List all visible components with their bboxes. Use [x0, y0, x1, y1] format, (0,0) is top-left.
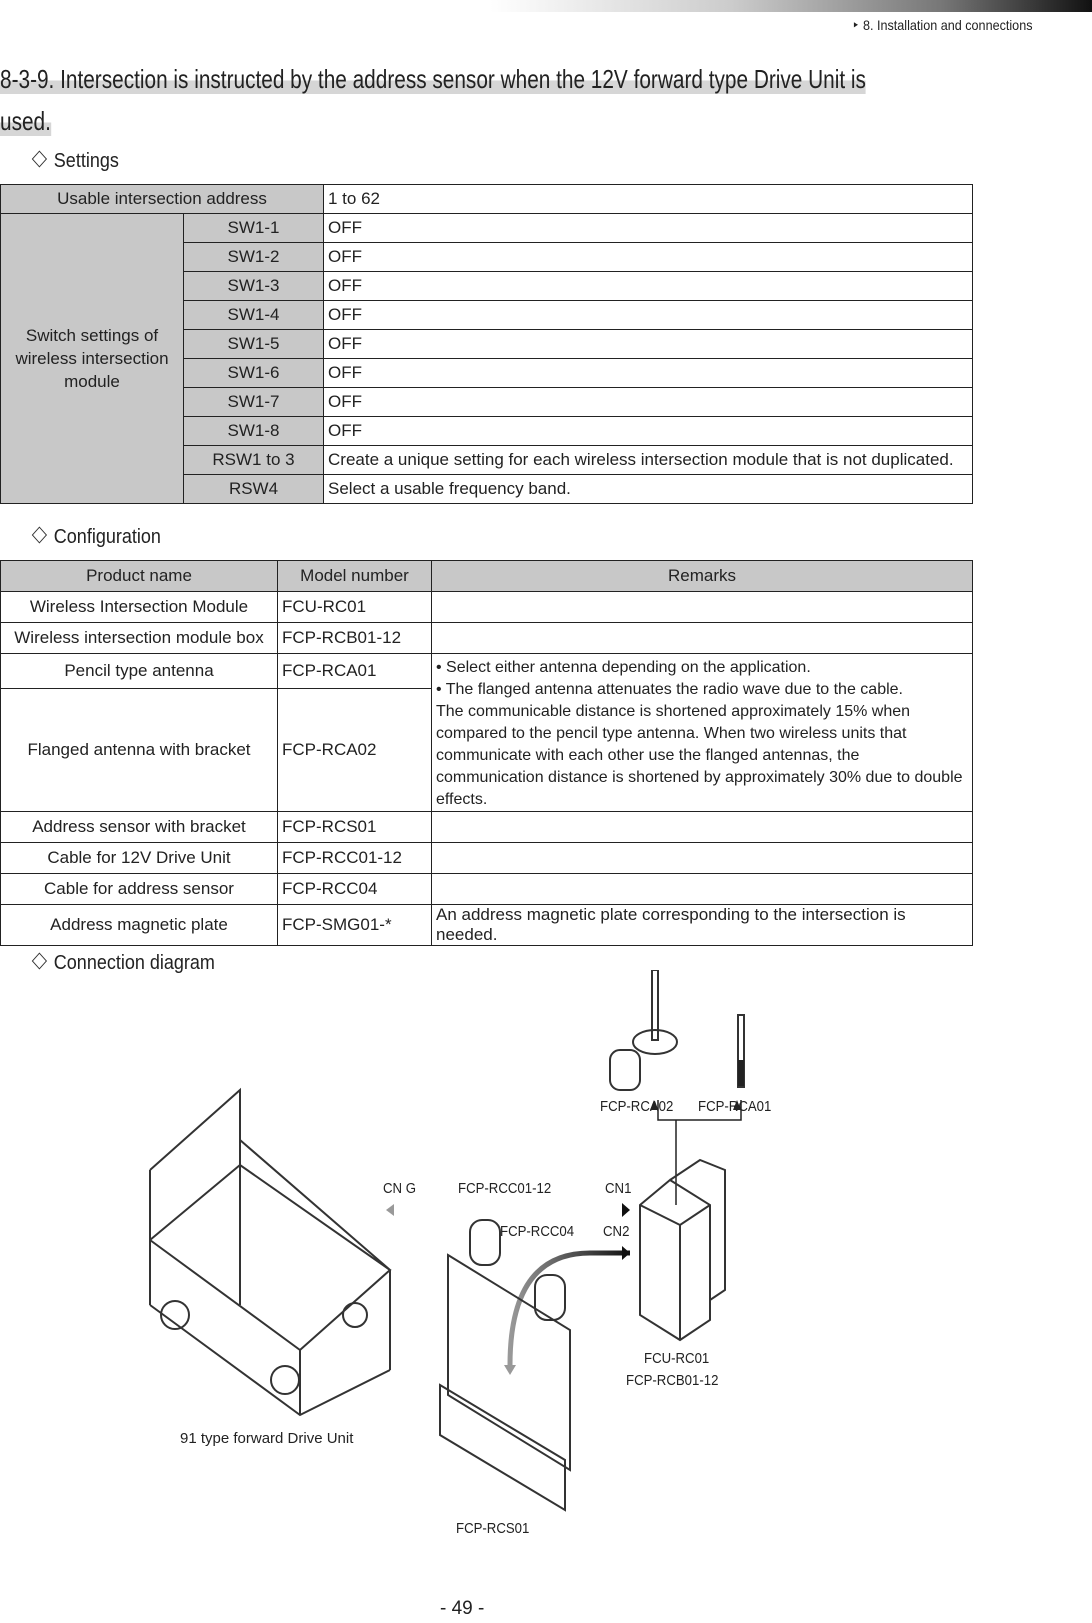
table-row [1, 214, 973, 243]
label-fcp-rcc04: FCP-RCC04 [500, 1223, 575, 1240]
page-number: - 49 - [440, 1598, 485, 1619]
label-cn1: CN1 [605, 1180, 632, 1197]
table-cell: Cable for 12V Drive Unit [1, 843, 278, 874]
label-cn2: CN2 [603, 1223, 630, 1240]
table-cell: Usable intersection address [1, 185, 324, 214]
table-cell: RSW1 to 3 [184, 446, 324, 475]
table-cell: SW1-4 [184, 301, 324, 330]
table-cell: FCP-RCA01 [278, 654, 432, 689]
diamond-icon [32, 953, 47, 970]
table-row [1, 812, 973, 843]
configuration-section [0, 560, 973, 975]
flanged-antenna-illustration [610, 970, 677, 1090]
table-cell: Product name [1, 561, 278, 592]
table-cell: SW1-6 [184, 359, 324, 388]
title-line-2: used. [0, 106, 51, 136]
connection-diagram-heading-text: Connection diagram [53, 952, 215, 974]
table-cell [432, 874, 973, 905]
section-title [0, 58, 866, 142]
table-cell: OFF [324, 388, 973, 417]
label-cn-g: CN G [383, 1180, 416, 1197]
pencil-antenna-illustration [738, 1015, 744, 1087]
label-fcp-rca02: FCP-RCA02 [600, 1098, 674, 1115]
table-row [1, 905, 973, 946]
table-cell: SW1-7 [184, 388, 324, 417]
label-fcp-rca01: FCP-RCA01 [698, 1098, 772, 1115]
table-cell: Create a unique setting for each wireless intersection module that is not duplicated. [324, 446, 973, 475]
table-row [1, 561, 973, 592]
table-cell: OFF [324, 301, 973, 330]
table-cell: OFF [324, 243, 973, 272]
drive-unit-illustration [150, 1090, 390, 1415]
table-cell: Pencil type antenna [1, 654, 278, 689]
table-cell: SW1-5 [184, 330, 324, 359]
table-cell [432, 812, 973, 843]
table-cell: Switch settings of wireless intersection module [1, 214, 184, 504]
remark-line: • Select either antenna depending on the application. [436, 659, 811, 676]
table-cell: Wireless Intersection Module [1, 592, 278, 623]
table-row [1, 623, 973, 654]
label-fcp-rcs01: FCP-RCS01 [456, 1520, 530, 1537]
configuration-heading-text: Configuration [53, 526, 161, 548]
label-fcu-rc01: FCU-RC01 [644, 1350, 710, 1367]
module-box-illustration [640, 1160, 725, 1340]
settings-table [0, 184, 973, 504]
table-cell: Address magnetic plate [1, 905, 278, 946]
connection-diagram [0, 970, 1092, 1530]
table-row [1, 592, 973, 623]
settings-heading-text: Settings [53, 150, 119, 172]
configuration-table [0, 560, 973, 946]
table-cell: OFF [324, 272, 973, 301]
table-row [1, 874, 973, 905]
antenna-remarks-cell [432, 654, 973, 812]
table-cell: OFF [324, 359, 973, 388]
table-cell: SW1-3 [184, 272, 324, 301]
table-row [1, 654, 973, 689]
table-cell: 1 to 62 [324, 185, 973, 214]
table-cell: FCP-RCS01 [278, 812, 432, 843]
table-cell: Remarks [432, 561, 973, 592]
label-fcp-rcc01-12: FCP-RCC01-12 [458, 1180, 552, 1197]
header-gradient-bar [490, 0, 1092, 12]
breadcrumb: ‣ 8. Installation and connections [851, 17, 1032, 33]
table-cell: FCP-RCA02 [278, 688, 432, 811]
table-cell [432, 843, 973, 874]
table-cell [432, 623, 973, 654]
table-cell: An address magnetic plate corresponding to the intersection is needed. [432, 905, 973, 946]
table-cell: Wireless intersection module box [1, 623, 278, 654]
table-cell: SW1-8 [184, 417, 324, 446]
table-cell: SW1-2 [184, 243, 324, 272]
table-cell: Cable for address sensor [1, 874, 278, 905]
table-cell: OFF [324, 214, 973, 243]
table-cell [432, 592, 973, 623]
diamond-icon [32, 151, 47, 168]
configuration-heading [34, 526, 161, 549]
diamond-icon [32, 527, 47, 544]
table-cell: FCP-RCC01-12 [278, 843, 432, 874]
table-cell: FCP-RCC04 [278, 874, 432, 905]
table-cell: FCU-RC01 [278, 592, 432, 623]
table-row [1, 843, 973, 874]
table-cell: SW1-1 [184, 214, 324, 243]
table-cell: FCP-SMG01-* [278, 905, 432, 946]
label-drive-unit: 91 type forward Drive Unit [180, 1430, 354, 1447]
table-cell: RSW4 [184, 475, 324, 504]
table-cell: OFF [324, 417, 973, 446]
table-cell: Select a usable frequency band. [324, 475, 973, 504]
table-row [1, 185, 973, 214]
table-cell: Model number [278, 561, 432, 592]
remark-line: • The flanged antenna attenuates the radio wave due to the cable. [436, 681, 903, 698]
settings-heading [34, 150, 119, 173]
remark-line: The communicable distance is shortened approximately 15% when compared to the pencil type antenna. When two wireless units that communicate with each other use the flanged antennas, the communication distance is shortened by approximately 30% due to double effects. [436, 703, 963, 808]
table-cell: Address sensor with bracket [1, 812, 278, 843]
table-cell: Flanged antenna with bracket [1, 688, 278, 811]
table-cell: OFF [324, 330, 973, 359]
table-cell: FCP-RCB01-12 [278, 623, 432, 654]
title-line-1: 8-3-9. Intersection is instructed by the address sensor when the 12V forward type Drive Unit is [0, 64, 866, 94]
label-fcp-rcb01-12: FCP-RCB01-12 [626, 1372, 719, 1389]
